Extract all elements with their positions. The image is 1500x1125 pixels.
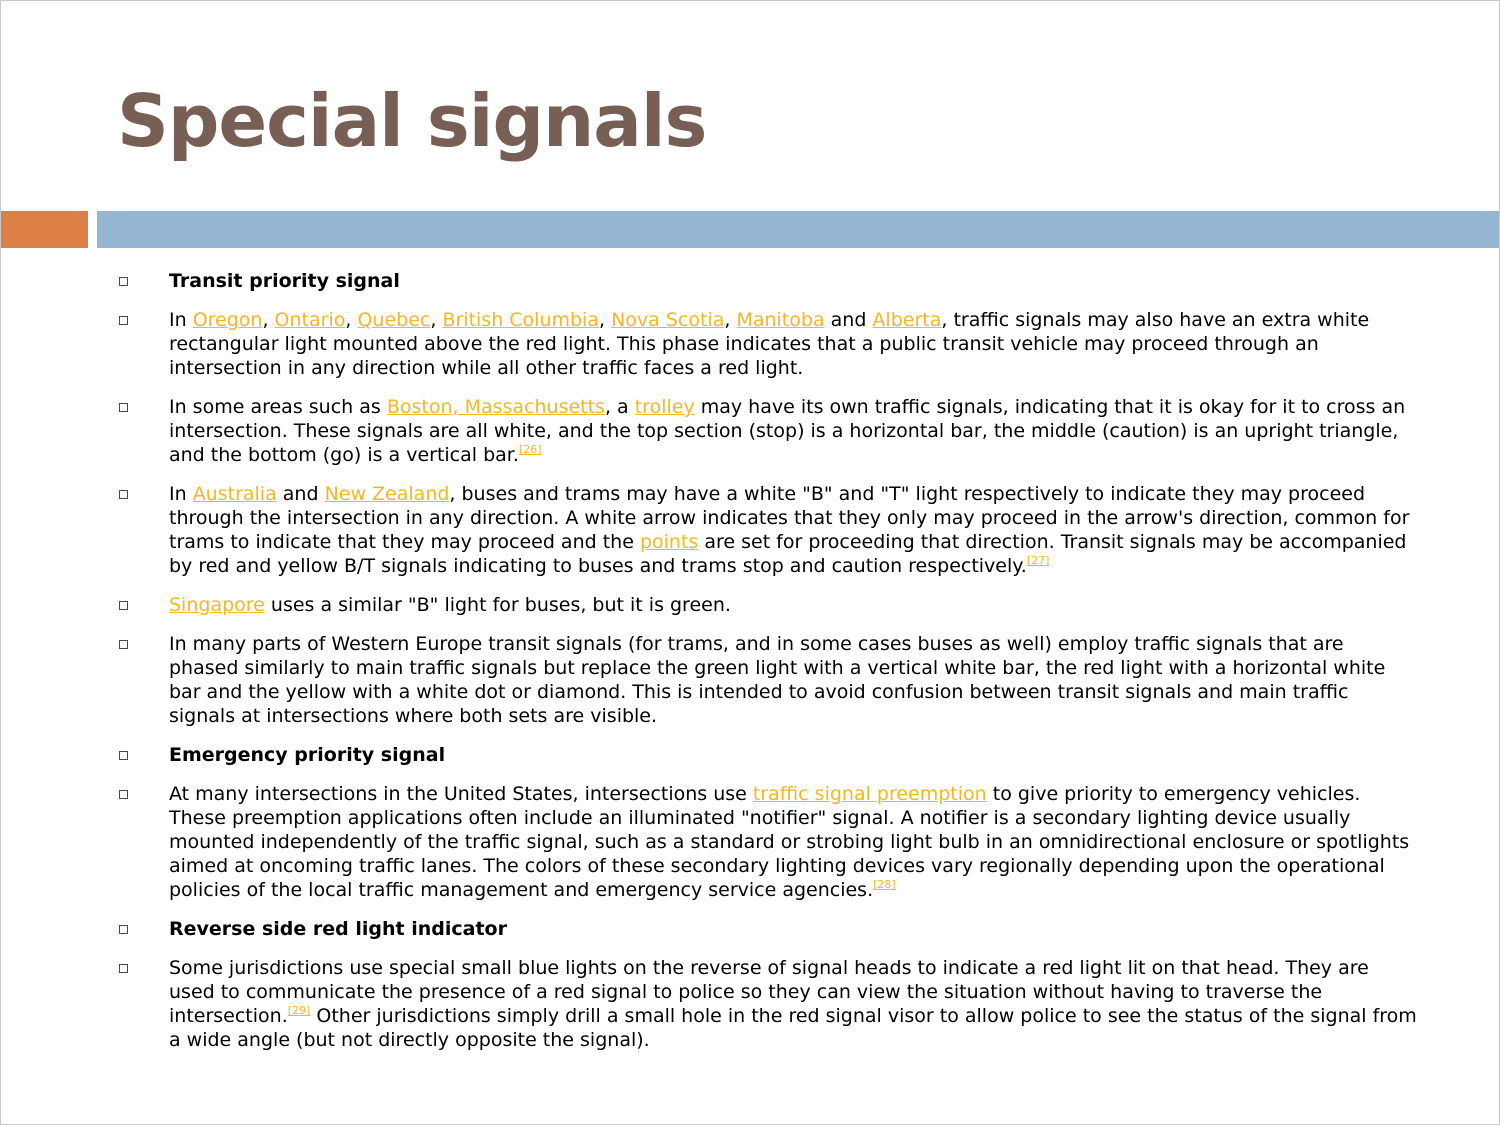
text: and bbox=[276, 483, 325, 505]
citation-link-27[interactable]: [27] bbox=[1026, 554, 1050, 567]
text: Other jurisdictions simply drill a small hole in the red signal visor to allow police to see the status of the signal from a wide angle (but not directly opposite the signal). bbox=[169, 1005, 1417, 1051]
text: , a bbox=[604, 396, 635, 418]
text: In many parts of Western Europe transit signals (for trams, and in some cases buses as well) employ traffic signals that are phased similarly to main traffic signals but replace the green light with a vertical white bar, the red light with a horizontal white bar and the yellow with a white dot or diamond. This is intended to avoid confusion between transit signals and main traffic signals at intersections where both sets are visible. bbox=[169, 633, 1386, 727]
list-item-emergency-heading bbox=[119, 743, 1419, 767]
text: In some areas such as bbox=[169, 396, 387, 418]
link-oregon[interactable]: Oregon bbox=[192, 309, 263, 331]
title-divider-bar bbox=[97, 211, 1500, 248]
square-bullet-icon bbox=[119, 277, 128, 286]
link-british-columbia[interactable]: British Columbia bbox=[442, 309, 599, 331]
link-boston-massachusetts[interactable]: Boston, Massachusetts bbox=[386, 396, 605, 418]
text: , bbox=[262, 309, 275, 331]
text: At many intersections in the United States, intersections use bbox=[169, 783, 753, 805]
citation-link-29[interactable]: [29] bbox=[287, 1004, 311, 1017]
link-quebec[interactable]: Quebec bbox=[357, 309, 431, 331]
list-item-preemption bbox=[119, 782, 1419, 902]
citation-link-26[interactable]: [26] bbox=[518, 443, 542, 456]
text: Some jurisdictions use special small blue lights on the reverse of signal heads to indicate a red light lit on that head. They are used to communicate the presence of a red signal to police so they can view the situation without having to traverse the intersection. bbox=[169, 957, 1369, 1027]
text: and bbox=[824, 309, 873, 331]
text: , bbox=[345, 309, 358, 331]
link-ontario[interactable]: Ontario bbox=[274, 309, 346, 331]
square-bullet-icon bbox=[119, 925, 128, 934]
square-bullet-icon bbox=[119, 751, 128, 760]
link-manitoba[interactable]: Manitoba bbox=[736, 309, 825, 331]
section-heading: Transit priority signal bbox=[169, 270, 400, 292]
section-heading: Reverse side red light indicator bbox=[169, 918, 507, 940]
text: uses a similar "B" light for buses, but it is green. bbox=[264, 594, 731, 616]
square-bullet-icon bbox=[119, 403, 128, 412]
text: , traffic signals may also have an extra white rectangular light mounted above the red light. This phase indicates that a public transit vehicle may proceed through an intersection in any direction while all other traffic faces a red light. bbox=[169, 309, 1370, 379]
text: , bbox=[724, 309, 737, 331]
square-bullet-icon bbox=[119, 601, 128, 610]
link-australia[interactable]: Australia bbox=[192, 483, 277, 505]
text: In bbox=[169, 483, 193, 505]
square-bullet-icon bbox=[119, 316, 128, 325]
square-bullet-icon bbox=[119, 490, 128, 499]
text: may have its own traffic signals, indicating that it is okay for it to cross an intersection. These signals are all white, and the top section (stop) is a horizontal bar, the middle (caution) is an upright triangle, and the bottom (go) is a vertical bar. bbox=[169, 396, 1406, 466]
link-points[interactable]: points bbox=[639, 531, 699, 553]
bullet-list bbox=[119, 269, 1419, 1067]
link-new-zealand[interactable]: New Zealand bbox=[324, 483, 450, 505]
text: , buses and trams may have a white "B" and "T" light respectively to indicate they may proceed through the intersection in any direction. A white arrow indicates that they only may proceed in the arrow's direction, common for trams to indicate that they may proceed and the bbox=[169, 483, 1410, 553]
square-bullet-icon bbox=[119, 964, 128, 973]
text: to give priority to emergency vehicles. These preemption applications often include an illuminated "notifier" signal. A notifier is a secondary lighting device usually mounted independently of the traffic signal, such as a standard or strobing light bulb in an omnidirectional enclosure or spotlights aimed at oncoming traffic lanes. The colors of these secondary lighting devices vary regionally depending upon the operational policies of the local traffic management and emergency service agencies. bbox=[169, 783, 1410, 901]
link-traffic-signal-preemption[interactable]: traffic signal preemption bbox=[752, 783, 987, 805]
list-item-western-europe bbox=[119, 632, 1419, 728]
link-nova-scotia[interactable]: Nova Scotia bbox=[611, 309, 725, 331]
text: , bbox=[430, 309, 443, 331]
list-item-boston-trolley bbox=[119, 395, 1419, 467]
list-item-transit-provinces bbox=[119, 308, 1419, 380]
link-trolley[interactable]: trolley bbox=[634, 396, 695, 418]
accent-bar bbox=[1, 211, 88, 248]
text: are set for proceeding that direction. Transit signals may be accompanied by red and yellow B/T signals indicating to buses and trams stop and caution respectively. bbox=[169, 531, 1407, 577]
section-heading: Emergency priority signal bbox=[169, 744, 446, 766]
slide-title: Special signals bbox=[117, 79, 707, 163]
text: , bbox=[598, 309, 612, 331]
square-bullet-icon bbox=[119, 790, 128, 799]
link-singapore[interactable]: Singapore bbox=[169, 594, 265, 616]
list-item-transit-heading bbox=[119, 269, 1419, 293]
link-alberta[interactable]: Alberta bbox=[872, 309, 942, 331]
list-item-australia-nz bbox=[119, 482, 1419, 578]
list-item-blue-lights bbox=[119, 956, 1419, 1052]
list-item-reverse-heading bbox=[119, 917, 1419, 941]
square-bullet-icon bbox=[119, 640, 128, 649]
citation-link-28[interactable]: [28] bbox=[873, 878, 896, 891]
text: In bbox=[169, 309, 193, 331]
list-item-singapore bbox=[119, 593, 1419, 617]
